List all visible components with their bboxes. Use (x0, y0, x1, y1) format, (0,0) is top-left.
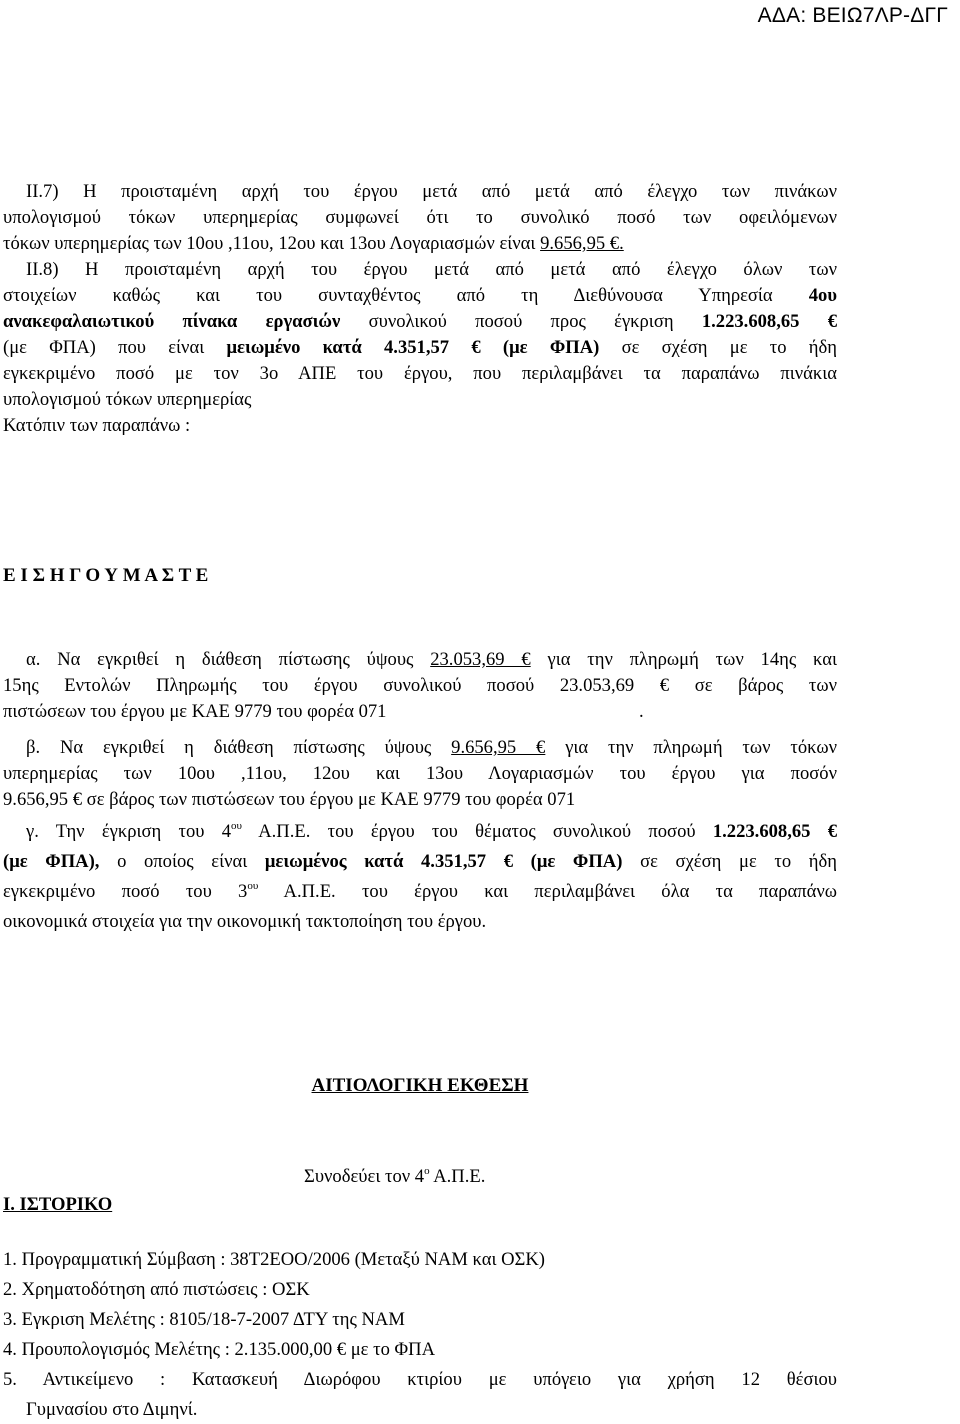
p8-line7: Κατόπιν των παραπάνω : (3, 415, 191, 436)
item-b-line1-post: για την πληρωμή των τόκων (545, 737, 837, 758)
accompanies-post: Α.Π.Ε. (429, 1166, 486, 1187)
item-b-line2: υπερημερίας των 10ου ,11ου, 12ου και 13ου Λογαριασμών του έργου για ποσόν (3, 763, 837, 784)
report-title: ΑΙΤΙΟΛΟΓΙΚΗ ΕΚΘΕΣΗ (311, 1075, 529, 1096)
p7-line2: υπολογισμού τόκων υπερημερίας συμφωνεί ότι το συνολικό ποσό των οφειλόμενων (3, 207, 837, 228)
p8-line1: ΙΙ.8) Η προισταμένη αρχή του έργου μετά από μετά από έλεγχο όλων των (26, 259, 837, 280)
history-item: 4. Προυπολογισμός Μελέτης : 2.135.000,00 € με το ΦΠΑ (3, 1339, 436, 1360)
propose-heading: Ε Ι Σ Η Γ Ο Υ Μ Α Σ Τ Ε (3, 565, 209, 586)
p8-line2 (3, 283, 837, 310)
ada-code: ΑΔΑ: ΒΕΙΩ7ΛΡ-ΔΓΓ (757, 4, 948, 27)
item-a-line1 (3, 647, 837, 674)
item-c-line1 (3, 819, 837, 846)
accompanies-sup: ο (424, 1165, 430, 1177)
item-c-line4: οικονομικά στοιχεία για την οικονομική τακτοποίηση του έργου. (3, 911, 487, 932)
p8-line4-bold: μειωμένο κατά 4.351,57 € (με ΦΠΑ) (226, 337, 600, 358)
p8-line2-bold: 4ου (808, 285, 837, 306)
item-c-line3-text: εγκεκριμένο ποσό του 3 (3, 881, 248, 902)
p8-line4-text: (με ΦΠΑ) που είναι (3, 337, 227, 358)
item-c-line3 (3, 879, 837, 906)
item-c-line2-bold2: μειωμένος κατά 4.351,57 € (με ΦΠΑ) (264, 851, 623, 872)
item-c-line2-mid: ο οποίος είναι (99, 851, 265, 872)
history-item-5-line1: 5. Αντικείμενο : Κατασκευή Διωρόφου κτιρίου με υπόγειο για χρήση 12 θέσιου (3, 1369, 837, 1390)
p7-line3-text: τόκων υπερημερίας των 10ου ,11ου, 12ου και 13ου Λογαριασμών είναι (3, 233, 541, 254)
item-c-amount: 1.223.608,65 € (712, 821, 837, 842)
item-b-line1 (3, 735, 837, 762)
p8-line4 (3, 335, 837, 362)
p7-line3 (3, 231, 837, 258)
item-c-sup1: ου (231, 820, 242, 832)
p8-line3 (3, 309, 837, 336)
p7-line1: ΙΙ.7) Η προισταμένη αρχή του έργου μετά από μετά από έλεγχο των πινάκων (26, 181, 837, 202)
history-item: 1. Προγραμματική Σύμβαση : 38Τ2ΕΟΟ/2006 (Μεταξύ ΝΑΜ και ΟΣΚ) (3, 1249, 545, 1270)
accompanies-text: Συνοδεύει τον 4 (304, 1166, 425, 1187)
item-a-line2: 15ης Εντολών Πληρωμής του έργου συνολικού ποσού 23.053,69 € σε βάρος των (3, 675, 837, 696)
item-a-line3-dot: . (639, 701, 644, 722)
item-a-line1-text: α. Να εγκριθεί η διάθεση πίστωσης ύψους (26, 649, 431, 670)
item-a-amount: 23.053,69 € (430, 649, 531, 670)
p7-amount: 9.656,95 €. (540, 233, 624, 254)
item-c-line2-post: σε σχέση με το ήδη (622, 851, 837, 872)
history-item-5-line2: Γυμνασίου στο Διμηνί. (26, 1399, 198, 1420)
p8-line2-text: στοιχείων καθώς και του συνταχθέντος από τη Διεθύνουσα Υπηρεσία (3, 285, 809, 306)
item-b-line3: 9.656,95 € σε βάρος των πιστώσεων του έργου με ΚΑΕ 9779 του φορέα 071 (3, 789, 576, 810)
item-a-line3 (3, 699, 837, 726)
p8-line4-post: σε σχέση με το ήδη (599, 337, 837, 358)
item-c-line2-bold1: (με ΦΠΑ), (3, 851, 100, 872)
item-b-amount: 9.656,95 € (451, 737, 546, 758)
history-item: 3. Εγκριση Μελέτης : 8105/18-7-2007 ΔΤΥ της ΝΑΜ (3, 1309, 405, 1330)
accompanies-line (304, 1164, 704, 1191)
item-a-line1-post: για την πληρωμή των 14ης και (530, 649, 837, 670)
item-b-line1-text: β. Να εγκριθεί η διάθεση πίστωσης ύψους (26, 737, 452, 758)
p8-line6: υπολογισμού τόκων υπερημερίας (3, 389, 252, 410)
item-c-sup2: ου (247, 880, 259, 892)
p8-line3-bold: ανακεφαλαιωτικού πίνακα εργασιών (3, 311, 341, 332)
item-a-line3-text: πιστώσεων του έργου με ΚΑΕ 9779 του φορέα 071 (3, 701, 387, 722)
history-item: 2. Χρηματοδότηση από πιστώσεις : ΟΣΚ (3, 1279, 310, 1300)
history-title: Ι. ΙΣΤΟΡΙΚΟ (3, 1194, 113, 1215)
p8-amount: 1.223.608,65 € (701, 311, 838, 332)
p8-line3-text: συνολικού ποσού προς έγκριση (340, 311, 702, 332)
item-c-line1-mid: Α.Π.Ε. του έργου του θέματος συνολικού ποσού (241, 821, 713, 842)
item-c-line2 (3, 849, 837, 876)
item-c-line1-text: γ. Την έγκριση του 4 (26, 821, 232, 842)
p8-line5: εγκεκριμένο ποσό με τον 3ο ΑΠΕ του έργου, που περιλαμβάνει τα παραπάνω πινάκια (3, 363, 837, 384)
item-c-line3-post: Α.Π.Ε. του έργου και περιλαμβάνει όλα τα παραπάνω (258, 881, 837, 902)
